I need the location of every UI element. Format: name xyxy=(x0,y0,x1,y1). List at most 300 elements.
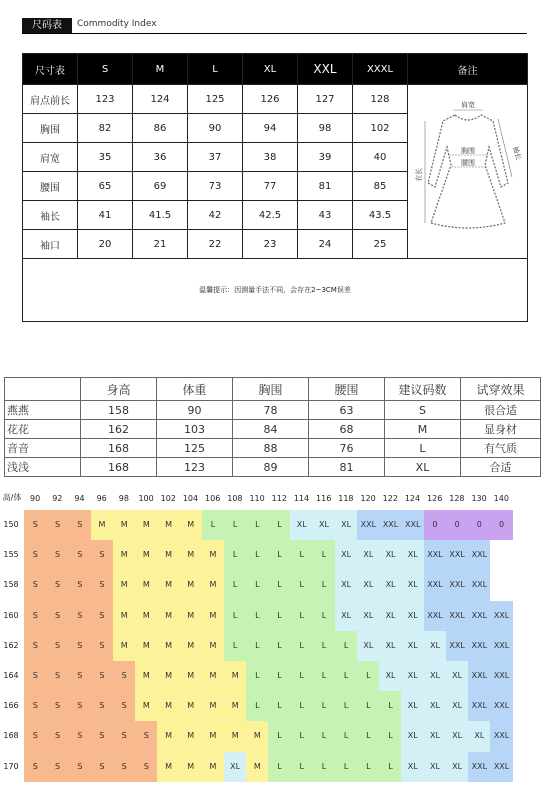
size-cell xyxy=(490,540,513,571)
size-cell: L xyxy=(290,752,313,783)
height-label: 170 xyxy=(3,761,19,771)
size-cell: L xyxy=(290,570,313,601)
size-cell: M xyxy=(202,661,225,692)
size-cell: S xyxy=(91,631,114,662)
size-cell: XL xyxy=(379,540,402,571)
size-cell: S xyxy=(24,752,47,783)
tryon-value: 81 xyxy=(309,458,385,477)
size-cell: L xyxy=(357,661,380,692)
size-cell: S xyxy=(91,601,114,632)
size-cell: M xyxy=(157,691,180,722)
size-cell: M xyxy=(157,570,180,601)
row-label: 肩点前长 xyxy=(23,85,78,114)
size-cell: S xyxy=(68,631,91,662)
size-cell xyxy=(490,570,513,601)
size-value: 36 xyxy=(133,143,188,172)
tryon-header-cell: 腰围 xyxy=(309,378,385,401)
size-cell: XXL xyxy=(490,631,513,662)
weight-label: 118 xyxy=(338,494,354,503)
size-cell: M xyxy=(157,601,180,632)
size-cell: XL xyxy=(401,721,424,752)
tryon-value: 162 xyxy=(81,420,157,439)
size-cell: XL xyxy=(313,510,336,541)
size-table xyxy=(22,53,528,322)
row-label: 腰围 xyxy=(23,172,78,201)
tryon-value: 有气质 xyxy=(461,439,541,458)
size-cell: XL xyxy=(335,540,358,571)
size-cell: M xyxy=(202,570,225,601)
row-label: 胸围 xyxy=(23,114,78,143)
size-cell: L xyxy=(335,721,358,752)
size-cell: XL xyxy=(357,540,380,571)
size-cell: L xyxy=(313,661,336,692)
size-cell: XXL xyxy=(468,601,491,632)
size-cell: M xyxy=(179,752,202,783)
size-value: 25 xyxy=(353,230,408,259)
size-cell: XXL xyxy=(468,691,491,722)
size-cell: M xyxy=(157,540,180,571)
tryon-row xyxy=(5,420,541,439)
size-cell: S xyxy=(91,721,114,752)
size-value: 102 xyxy=(353,114,408,143)
size-table-corner: 尺寸表 xyxy=(23,54,78,85)
size-cell: XL xyxy=(335,510,358,541)
size-value: 42 xyxy=(188,201,243,230)
size-cell: XL xyxy=(379,601,402,632)
size-cell: M xyxy=(202,691,225,722)
size-value: 124 xyxy=(133,85,188,114)
size-cell: L xyxy=(224,631,247,662)
size-value: 24 xyxy=(298,230,353,259)
tryon-table xyxy=(4,377,541,477)
weight-label: 130 xyxy=(471,494,487,503)
size-cell: M xyxy=(113,601,136,632)
size-cell: 0 xyxy=(424,510,447,541)
size-cell: XL xyxy=(446,721,469,752)
size-cell: S xyxy=(91,752,114,783)
size-cell: L xyxy=(313,721,336,752)
size-cell: M xyxy=(113,631,136,662)
weight-label: 122 xyxy=(382,494,398,503)
weight-label: 126 xyxy=(427,494,443,503)
size-cell: L xyxy=(268,631,291,662)
tryon-value: 84 xyxy=(233,420,309,439)
size-cell: M xyxy=(224,661,247,692)
size-cell: L xyxy=(335,631,358,662)
height-label: 155 xyxy=(3,550,19,560)
size-cell: M xyxy=(202,601,225,632)
size-cell: L xyxy=(246,510,269,541)
size-cell: XXL xyxy=(468,661,491,692)
size-cell: S xyxy=(46,631,69,662)
size-cell: S xyxy=(46,691,69,722)
size-cell: XL xyxy=(446,752,469,783)
size-cell: M xyxy=(179,631,202,662)
height-label: 158 xyxy=(3,580,19,590)
size-cell: L xyxy=(313,540,336,571)
size-cell: M xyxy=(179,661,202,692)
size-cell: S xyxy=(68,721,91,752)
size-header-xxxl: XXXL xyxy=(353,54,408,85)
size-cell: M xyxy=(91,510,114,541)
size-table-header xyxy=(23,54,528,85)
size-cell: M xyxy=(157,752,180,783)
weight-label: 98 xyxy=(118,494,129,503)
size-value: 22 xyxy=(188,230,243,259)
size-cell: L xyxy=(335,661,358,692)
weight-label: 120 xyxy=(360,494,376,503)
size-cell: XL xyxy=(357,631,380,662)
size-cell: M xyxy=(224,721,247,752)
section-subtitle: Commodity Index xyxy=(77,19,157,29)
row-label: 肩宽 xyxy=(23,143,78,172)
size-value: 98 xyxy=(298,114,353,143)
size-cell: M xyxy=(202,631,225,662)
size-cell: L xyxy=(268,570,291,601)
tryon-row xyxy=(5,439,541,458)
size-cell: M xyxy=(224,691,247,722)
size-value: 41.5 xyxy=(133,201,188,230)
tryon-value: S xyxy=(385,401,461,420)
tryon-value: 168 xyxy=(81,439,157,458)
size-cell: L xyxy=(290,691,313,722)
size-cell: S xyxy=(46,601,69,632)
height-label: 162 xyxy=(3,640,19,650)
dress-diagram xyxy=(413,95,523,245)
size-header-xl: XL xyxy=(243,54,298,85)
size-header-s: S xyxy=(78,54,133,85)
size-cell: XXL xyxy=(379,510,402,541)
size-cell: S xyxy=(68,570,91,601)
row-label: 袖口 xyxy=(23,230,78,259)
size-cell: S xyxy=(46,661,69,692)
size-cell: S xyxy=(91,570,114,601)
tryon-header-cell: 胸围 xyxy=(233,378,309,401)
size-cell: L xyxy=(268,540,291,571)
size-cell: S xyxy=(24,601,47,632)
size-cell: M xyxy=(135,601,158,632)
size-value: 90 xyxy=(188,114,243,143)
size-cell: XL xyxy=(401,631,424,662)
size-cell: S xyxy=(24,510,47,541)
size-cell: L xyxy=(357,691,380,722)
size-value: 23 xyxy=(243,230,298,259)
size-cell: S xyxy=(113,691,136,722)
size-value: 38 xyxy=(243,143,298,172)
size-cell: L xyxy=(290,540,313,571)
grid-corner: 高/体 xyxy=(2,493,22,502)
weight-label: 128 xyxy=(449,494,465,503)
tryon-value: 125 xyxy=(157,439,233,458)
size-cell: L xyxy=(246,631,269,662)
size-value: 65 xyxy=(78,172,133,201)
size-cell: 0 xyxy=(490,510,513,541)
weight-label: 108 xyxy=(227,494,243,503)
size-cell: L xyxy=(268,510,291,541)
size-value: 127 xyxy=(298,85,353,114)
size-cell: S xyxy=(113,721,136,752)
size-cell: XXL xyxy=(424,570,447,601)
size-cell: S xyxy=(91,540,114,571)
size-value: 125 xyxy=(188,85,243,114)
tryon-value: 合适 xyxy=(461,458,541,477)
weight-label: 100 xyxy=(138,494,154,503)
tryon-value: 158 xyxy=(81,401,157,420)
size-value: 123 xyxy=(78,85,133,114)
size-cell: XL xyxy=(424,631,447,662)
size-cell: XXL xyxy=(446,540,469,571)
size-cell: XXL xyxy=(424,601,447,632)
size-header-l: L xyxy=(188,54,243,85)
size-cell: L xyxy=(246,540,269,571)
size-cell: M xyxy=(179,691,202,722)
size-cell: L xyxy=(268,752,291,783)
tryon-row xyxy=(5,401,541,420)
size-cell: S xyxy=(91,661,114,692)
size-cell: XL xyxy=(401,691,424,722)
size-cell: S xyxy=(46,752,69,783)
weight-label: 116 xyxy=(316,494,332,503)
size-cell: XL xyxy=(224,752,247,783)
size-cell: S xyxy=(68,691,91,722)
size-cell: M xyxy=(157,510,180,541)
size-header-m: M xyxy=(133,54,188,85)
size-cell: S xyxy=(24,691,47,722)
size-cell: S xyxy=(68,540,91,571)
tryon-value: M xyxy=(385,420,461,439)
height-label: 164 xyxy=(3,671,19,680)
size-cell: S xyxy=(24,661,47,692)
size-cell: S xyxy=(113,661,136,692)
size-cell: S xyxy=(68,510,91,541)
note-header: 备注 xyxy=(408,54,528,85)
size-header-xxl: XXL xyxy=(298,54,353,85)
weight-label: 102 xyxy=(160,494,176,503)
size-cell: XL xyxy=(379,631,402,662)
size-cell: XL xyxy=(401,752,424,783)
size-cell: XL xyxy=(424,661,447,692)
size-value: 69 xyxy=(133,172,188,201)
tryon-value: 103 xyxy=(157,420,233,439)
size-value: 37 xyxy=(188,143,243,172)
size-value: 73 xyxy=(188,172,243,201)
size-value: 86 xyxy=(133,114,188,143)
tryon-value: 88 xyxy=(233,439,309,458)
size-cell: XL xyxy=(401,601,424,632)
size-cell: S xyxy=(24,570,47,601)
size-cell: M xyxy=(179,601,202,632)
size-cell: XXL xyxy=(468,570,491,601)
size-value: 20 xyxy=(78,230,133,259)
size-cell: M xyxy=(157,721,180,752)
size-cell: L xyxy=(357,721,380,752)
size-cell: XL xyxy=(335,601,358,632)
diagram-label-length: 衣长 xyxy=(414,168,423,182)
size-cell: M xyxy=(135,510,158,541)
size-value: 35 xyxy=(78,143,133,172)
diagram-label-waist: 腰围 xyxy=(460,159,475,167)
size-table-row xyxy=(23,85,528,114)
size-cell: L xyxy=(313,631,336,662)
size-value: 42.5 xyxy=(243,201,298,230)
section-header xyxy=(22,18,527,34)
size-cell: XL xyxy=(357,570,380,601)
size-cell: M xyxy=(179,540,202,571)
size-cell: S xyxy=(68,601,91,632)
size-cell: XL xyxy=(424,752,447,783)
diagram-label-shoulder: 肩宽 xyxy=(460,101,475,109)
size-cell: XXL xyxy=(446,570,469,601)
size-cell: M xyxy=(157,631,180,662)
tryon-name: 燕燕 xyxy=(5,401,81,420)
size-cell: M xyxy=(135,631,158,662)
size-cell: XL xyxy=(290,510,313,541)
size-cell: M xyxy=(135,691,158,722)
height-label: 168 xyxy=(3,731,19,741)
size-value: 85 xyxy=(353,172,408,201)
tryon-value: 89 xyxy=(233,458,309,477)
tryon-header xyxy=(5,378,541,401)
size-cell: 0 xyxy=(446,510,469,541)
size-value: 128 xyxy=(353,85,408,114)
weight-label: 124 xyxy=(404,494,421,503)
size-cell: XXL xyxy=(490,721,513,752)
size-cell: L xyxy=(290,631,313,662)
tryon-value: XL xyxy=(385,458,461,477)
size-cell: XL xyxy=(401,540,424,571)
size-cell: XL xyxy=(379,661,402,692)
size-cell: S xyxy=(68,661,91,692)
size-cell: L xyxy=(335,752,358,783)
height-label: 160 xyxy=(3,610,19,620)
tryon-value: 168 xyxy=(81,458,157,477)
size-cell: M xyxy=(179,570,202,601)
size-cell: M xyxy=(113,510,136,541)
section-tag: 尺码表 xyxy=(22,18,72,33)
size-value: 82 xyxy=(78,114,133,143)
tryon-row xyxy=(5,458,541,477)
weight-label: 112 xyxy=(271,494,287,503)
size-cell: XXL xyxy=(468,540,491,571)
size-cell: S xyxy=(113,752,136,783)
size-cell: S xyxy=(46,570,69,601)
size-cell: M xyxy=(179,510,202,541)
size-cell: XL xyxy=(401,570,424,601)
size-cell: S xyxy=(46,721,69,752)
tryon-value: 123 xyxy=(157,458,233,477)
tryon-value: 90 xyxy=(157,401,233,420)
size-value: 81 xyxy=(298,172,353,201)
tryon-value: 78 xyxy=(233,401,309,420)
weight-label: 106 xyxy=(205,494,221,503)
size-cell: XL xyxy=(401,661,424,692)
size-cell: M xyxy=(135,661,158,692)
size-cell: XL xyxy=(446,691,469,722)
size-cell: XXL xyxy=(490,601,513,632)
size-cell: L xyxy=(379,691,402,722)
size-cell: XL xyxy=(335,570,358,601)
size-cell: XXL xyxy=(490,691,513,722)
size-cell: XXL xyxy=(468,631,491,662)
row-label: 袖长 xyxy=(23,201,78,230)
size-cell: M xyxy=(246,721,269,752)
tryon-value: 63 xyxy=(309,401,385,420)
size-cell: XXL xyxy=(424,540,447,571)
size-cell: S xyxy=(46,540,69,571)
size-cell: L xyxy=(357,752,380,783)
size-cell: L xyxy=(224,570,247,601)
size-cell: L xyxy=(224,601,247,632)
weight-label: 140 xyxy=(493,494,509,503)
size-cell: M xyxy=(113,570,136,601)
size-cell: L xyxy=(224,510,247,541)
size-cell: L xyxy=(335,691,358,722)
size-cell: L xyxy=(313,601,336,632)
size-cell: L xyxy=(313,691,336,722)
size-cell: L xyxy=(246,661,269,692)
weight-label: 110 xyxy=(249,494,265,503)
weight-label: 94 xyxy=(74,494,85,503)
size-cell: L xyxy=(202,510,225,541)
tryon-value: L xyxy=(385,439,461,458)
diagram-label-chest: 胸围 xyxy=(460,147,475,155)
size-cell: L xyxy=(268,601,291,632)
size-cell: M xyxy=(135,570,158,601)
size-cell: L xyxy=(290,661,313,692)
dress-diagram-cell xyxy=(408,85,528,259)
size-cell: XXL xyxy=(468,752,491,783)
size-cell: L xyxy=(290,601,313,632)
size-cell: S xyxy=(135,721,158,752)
size-cell: XL xyxy=(379,570,402,601)
size-cell: XL xyxy=(424,721,447,752)
size-cell: L xyxy=(313,570,336,601)
height-label: 166 xyxy=(3,701,19,711)
size-cell: L xyxy=(268,691,291,722)
size-cell: M xyxy=(113,540,136,571)
size-cell: M xyxy=(202,721,225,752)
size-cell: S xyxy=(24,721,47,752)
tryon-name: 音音 xyxy=(5,439,81,458)
size-cell: XXL xyxy=(490,752,513,783)
size-cell: M xyxy=(179,721,202,752)
measurement-tip: 温馨提示：因测量手法不同，会存在2~3CM误差 xyxy=(23,259,528,322)
size-value: 94 xyxy=(243,114,298,143)
size-cell: L xyxy=(224,540,247,571)
size-cell: XXL xyxy=(401,510,424,541)
size-cell: XL xyxy=(424,691,447,722)
size-cell: L xyxy=(379,752,402,783)
tryon-name: 花花 xyxy=(5,420,81,439)
size-cell: L xyxy=(290,721,313,752)
size-cell: L xyxy=(268,661,291,692)
size-cell: S xyxy=(24,631,47,662)
size-cell: XXL xyxy=(446,601,469,632)
size-cell: S xyxy=(68,752,91,783)
tip-row xyxy=(23,259,528,322)
size-cell: XXL xyxy=(357,510,380,541)
tryon-value: 显身材 xyxy=(461,420,541,439)
size-cell: L xyxy=(379,721,402,752)
size-value: 40 xyxy=(353,143,408,172)
size-value: 39 xyxy=(298,143,353,172)
size-cell: XL xyxy=(446,661,469,692)
weight-label: 114 xyxy=(293,494,310,503)
size-cell: XXL xyxy=(490,661,513,692)
size-cell: M xyxy=(157,661,180,692)
tryon-value: 68 xyxy=(309,420,385,439)
size-value: 126 xyxy=(243,85,298,114)
